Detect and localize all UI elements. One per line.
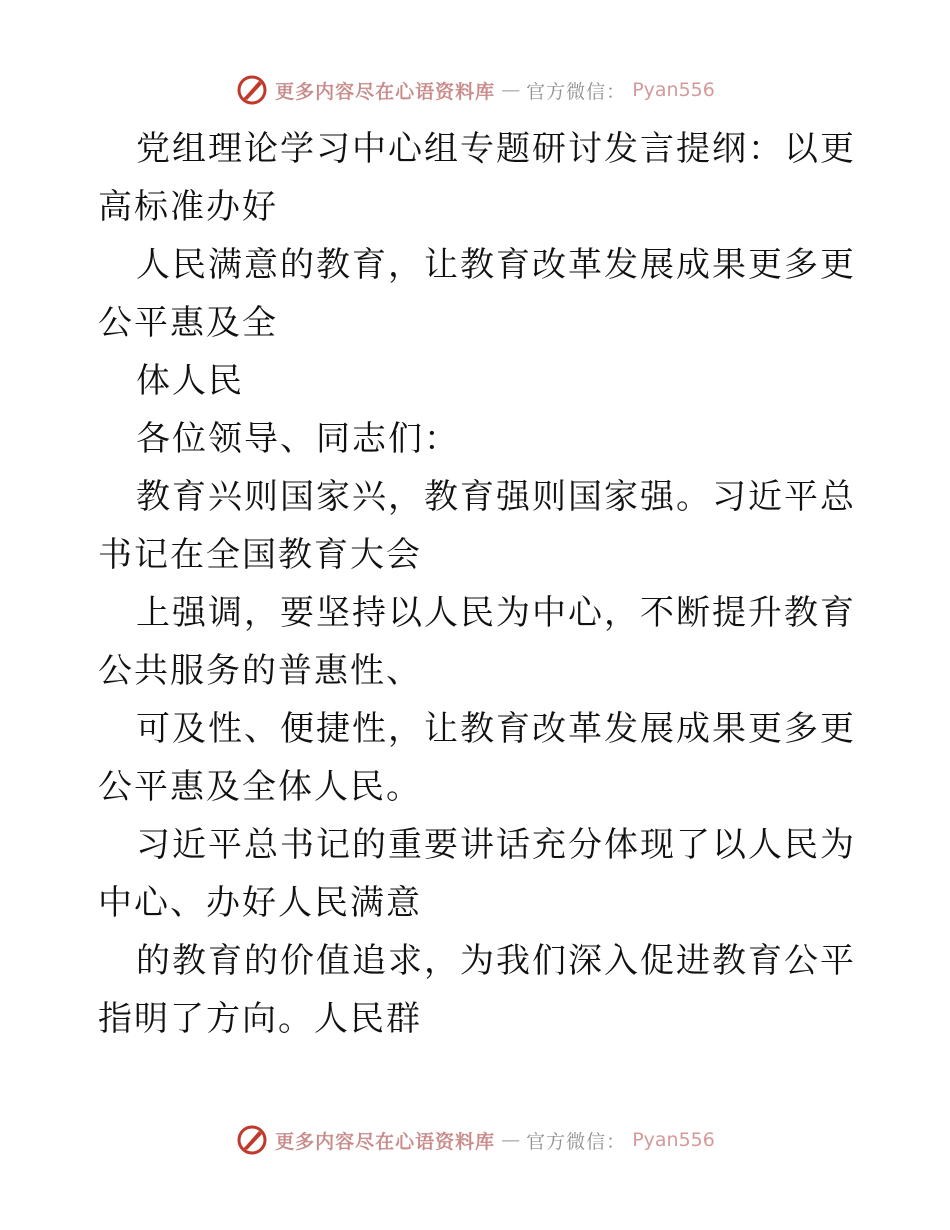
footer-watermark — [0, 1122, 950, 1158]
header-watermark — [0, 72, 950, 108]
paragraph-body: 上强调，要坚持以人民为中心，不断提升教育公共服务的普惠性、 — [98, 593, 856, 691]
paragraph-body: 习近平总书记的重要讲话充分体现了以人民为中心、办好人民满意 — [98, 825, 856, 923]
document-body — [98, 120, 858, 1048]
watermark-sub-text: 官方微信： — [526, 80, 627, 103]
watermark-main-text: 更多内容尽在心语资料库 — [275, 1130, 496, 1153]
paragraph-title: 党组理论学习中心组专题研讨发言提纲：以更高标准办好 — [98, 129, 856, 227]
watermark-sub-text: 官方微信： — [526, 1130, 627, 1153]
quill-logo-icon — [235, 1123, 269, 1157]
watermark-wechat-id: Pyan556 — [632, 1129, 715, 1151]
watermark-main-text: 更多内容尽在心语资料库 — [275, 80, 496, 103]
watermark-dash: — — [501, 1129, 521, 1151]
paragraph-title-end: 体人民 — [136, 361, 244, 401]
watermark-dash: — — [501, 79, 521, 101]
paragraph-body: 的教育的价值追求，为我们深入促进教育公平指明了方向。人民群 — [98, 941, 856, 1039]
paragraph-title-cont: 人民满意的教育，让教育改革发展成果更多更公平惠及全 — [98, 245, 856, 343]
watermark-wechat-id: Pyan556 — [632, 79, 715, 101]
paragraph-body: 可及性、便捷性，让教育改革发展成果更多更公平惠及全体人民。 — [98, 709, 856, 807]
paragraph-salutation: 各位领导、同志们： — [136, 419, 460, 459]
paragraph-body: 教育兴则国家兴，教育强则国家强。习近平总书记在全国教育大会 — [98, 477, 856, 575]
quill-logo-icon — [235, 73, 269, 107]
